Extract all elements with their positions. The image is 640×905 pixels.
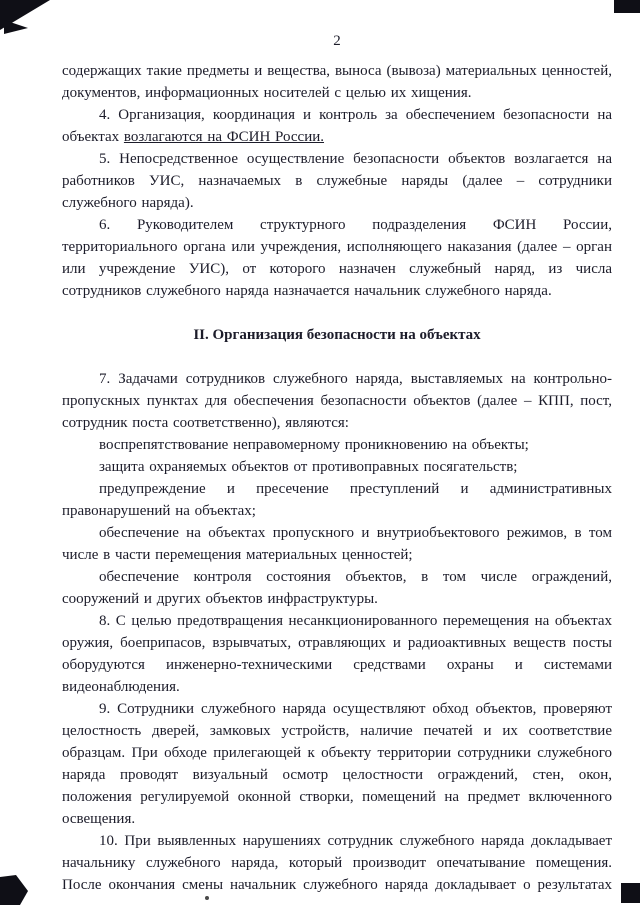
paragraph-point-6: 6. Руководителем структурного подразделения ФСИН России, территориального органа или учреждения, исполняющего наказания (далее – орган или учреждение УИС), от которого назначен служебный наряд, из числа сотрудников служебного наряда назначается начальник служебного наряда. [62,217,612,299]
paragraph-point-4-underlined-text: возлагаются на ФСИН России. [123,129,325,145]
list-item-5: обеспечение контроля состояния объектов, в том числе ограждений, сооружений и других объектов инфраструктуры. [62,569,612,607]
list-item-4: обеспечение на объектах пропускного и внутриобъектового режимов, в том числе в части перемещения материальных ценностей; [62,525,612,563]
scan-mark-bottom-right [621,883,640,903]
scan-dot-bottom [205,896,209,900]
section-heading: II. Организация безопасности на объектах [193,327,481,343]
list-item-2: защита охраняемых объектов от противоправных посягательств; [99,459,518,475]
page-content [62,30,612,896]
page-number: 2 [333,33,341,49]
paragraph-point-5: 5. Непосредственное осуществление безопасности объектов возлагается на работников УИС, назначаемых в служебные наряды (далее – сотрудники служебного наряда). [62,151,612,211]
paragraph-point-8: 8. С целью предотвращения несанкционированного перемещения на объектах оружия, боеприпасов, взрывчатых, отравляющих и радиоактивных веществ посты оборудуются инженерно-техническими средствами охраны и системами видеонаблюдения. [62,613,612,695]
paragraph-point-4-text: 4. Организация, координация и контроль за обеспечением безопасности на объектах [62,107,612,145]
paragraph-point-7: 7. Задачами сотрудников служебного наряда, выставляемых на контрольно-пропускных пунктах для обеспечения безопасности объектов (далее – КПП, пост, сотрудник поста соответственно), являются: [62,371,612,431]
list-item-1: воспрепятствование неправомерному проникновению на объекты; [99,437,529,453]
scan-mark-bottom-left [0,875,30,905]
paragraph-continuation: содержащих такие предметы и вещества, выноса (вывоза) материальных ценностей, документов, информационных носителей с целью их хищения. [62,63,612,101]
paragraph-point-9: 9. Сотрудники служебного наряда осуществляют обход объектов, проверяют целостность дверей, замковых устройств, наличие печатей и их соответствие образцам. При обходе прилегающей к объекту территории сотрудники служебного наряда проводят визуальный осмотр целостности ограждений, стен, окон, положения регулируемой оконной створки, помещений на предмет включенного освещения. [62,701,612,827]
scan-mark-top-right [614,0,640,13]
paragraph-point-4 [62,104,612,148]
paragraph-point-10: 10. При выявленных нарушениях сотрудник служебного наряда докладывает начальнику служебного наряда, который производит опечатывание помещения. После окончания смены начальник служебного наряда докладывает о результатах [62,833,612,893]
list-item-3: предупреждение и пресечение преступлений и административных правонарушений на объектах; [62,481,612,519]
scan-mark-top-left [0,0,54,34]
